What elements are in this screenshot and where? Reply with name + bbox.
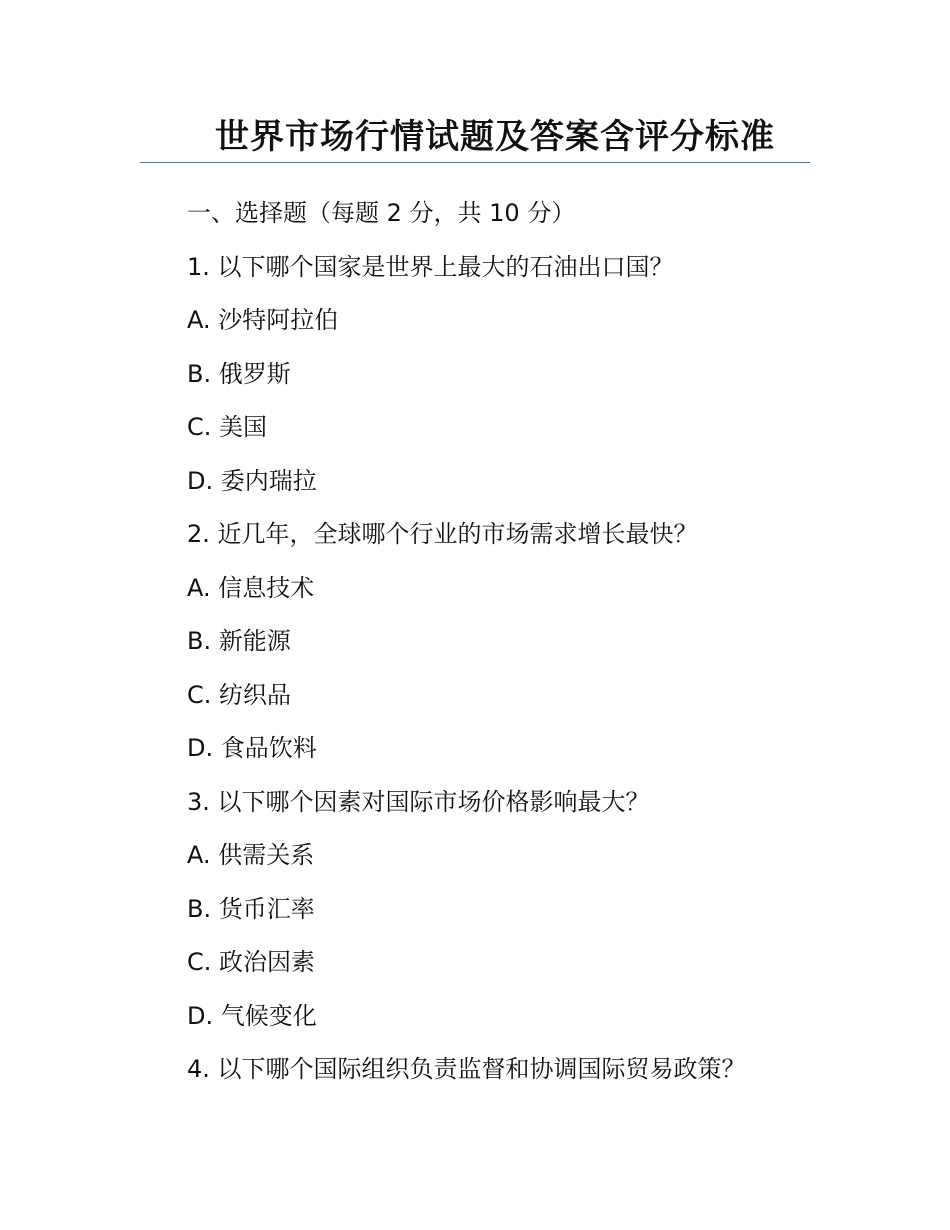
- option-c: C. 美国: [187, 413, 268, 441]
- option-a: A. 信息技术: [187, 573, 315, 602]
- document-title: 世界市场行情试题及答案含评分标准: [215, 117, 775, 157]
- question-text: 2. 近几年，全球哪个行业的市场需求增长最快？: [187, 520, 698, 548]
- option-b: B. 货币汇率: [187, 894, 315, 923]
- option-b: B. 俄罗斯: [187, 359, 291, 388]
- option-d: D. 气候变化: [187, 1001, 317, 1030]
- question-block-2: [187, 511, 827, 779]
- option-d: D. 委内瑞拉: [187, 466, 317, 495]
- section-heading: 一、选择题（每题 2 分，共 10 分）: [187, 199, 576, 227]
- option-c: C. 纺织品: [187, 680, 292, 709]
- question-block-1: [187, 244, 827, 512]
- document-body: [187, 190, 827, 1100]
- question-block-4: [187, 1046, 827, 1100]
- option-c: C. 政治因素: [187, 948, 316, 976]
- option-b: B. 新能源: [187, 627, 291, 655]
- option-d: D. 食品饮料: [187, 734, 317, 762]
- option-a: A. 沙特阿拉伯: [187, 306, 339, 334]
- question-text: 3. 以下哪个因素对国际市场价格影响最大？: [187, 787, 650, 816]
- option-a: A. 供需关系: [187, 841, 315, 869]
- question-text: 4. 以下哪个国际组织负责监督和协调国际贸易政策？: [187, 1055, 746, 1083]
- title-underline: [140, 162, 810, 163]
- question-block-3: [187, 779, 827, 1047]
- question-text: 1. 以下哪个国家是世界上最大的石油出口国？: [187, 252, 674, 281]
